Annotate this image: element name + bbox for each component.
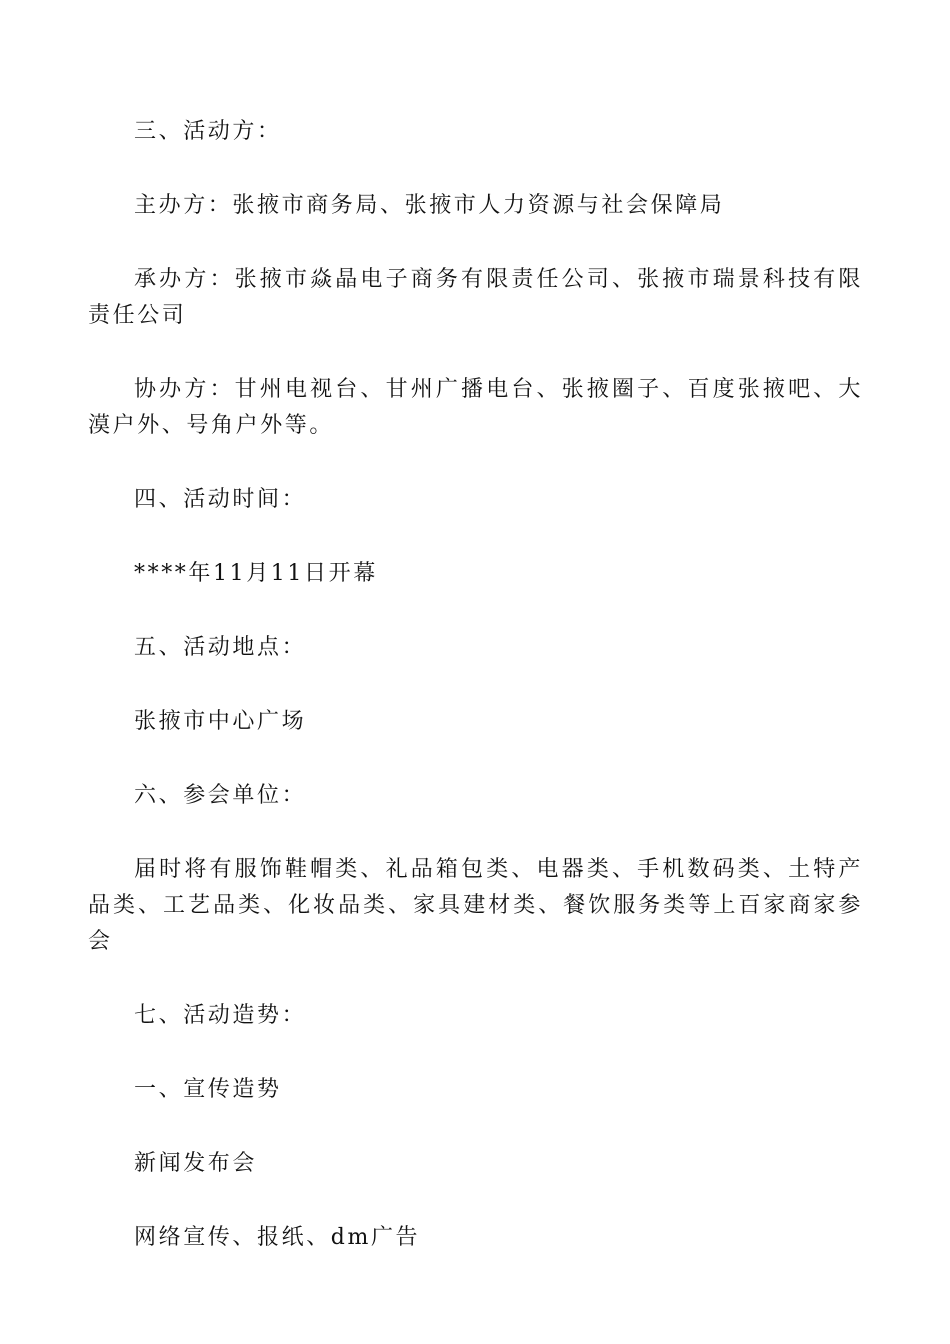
section-heading-time: 四、活动时间： [134, 487, 307, 512]
paragraph-time: ****年11月11日开幕 [134, 561, 378, 586]
section-heading-location: 五、活动地点： [134, 635, 307, 660]
paragraph-location: 张掖市中心广场 [134, 709, 307, 734]
section-heading-promotion: 七、活动造势： [134, 1003, 307, 1028]
document-page [88, 114, 863, 1256]
paragraph-host: 主办方：张掖市商务局、张掖市人力资源与社会保障局 [134, 193, 725, 218]
subheading-publicity: 一、宣传造势 [134, 1077, 282, 1102]
paragraph-press-conference: 新闻发布会 [134, 1151, 258, 1176]
paragraph-participants: 届时将有服饰鞋帽类、礼品箱包类、电器类、手机数码类、土特产品类、工艺品类、化妆品类、家具建材类、餐饮服务类等上百家商家参会 [88, 857, 863, 954]
section-heading-organizers: 三、活动方： [134, 119, 282, 144]
paragraph-co-organizer: 协办方：甘州电视台、甘州广播电台、张掖圈子、百度张掖吧、大漠户外、号角户外等。 [88, 377, 863, 438]
paragraph-media-channels: 网络宣传、报纸、dm广告 [134, 1225, 421, 1250]
section-heading-participants: 六、参会单位： [134, 783, 307, 808]
paragraph-organizer: 承办方：张掖市焱晶电子商务有限责任公司、张掖市瑞景科技有限责任公司 [88, 267, 863, 328]
